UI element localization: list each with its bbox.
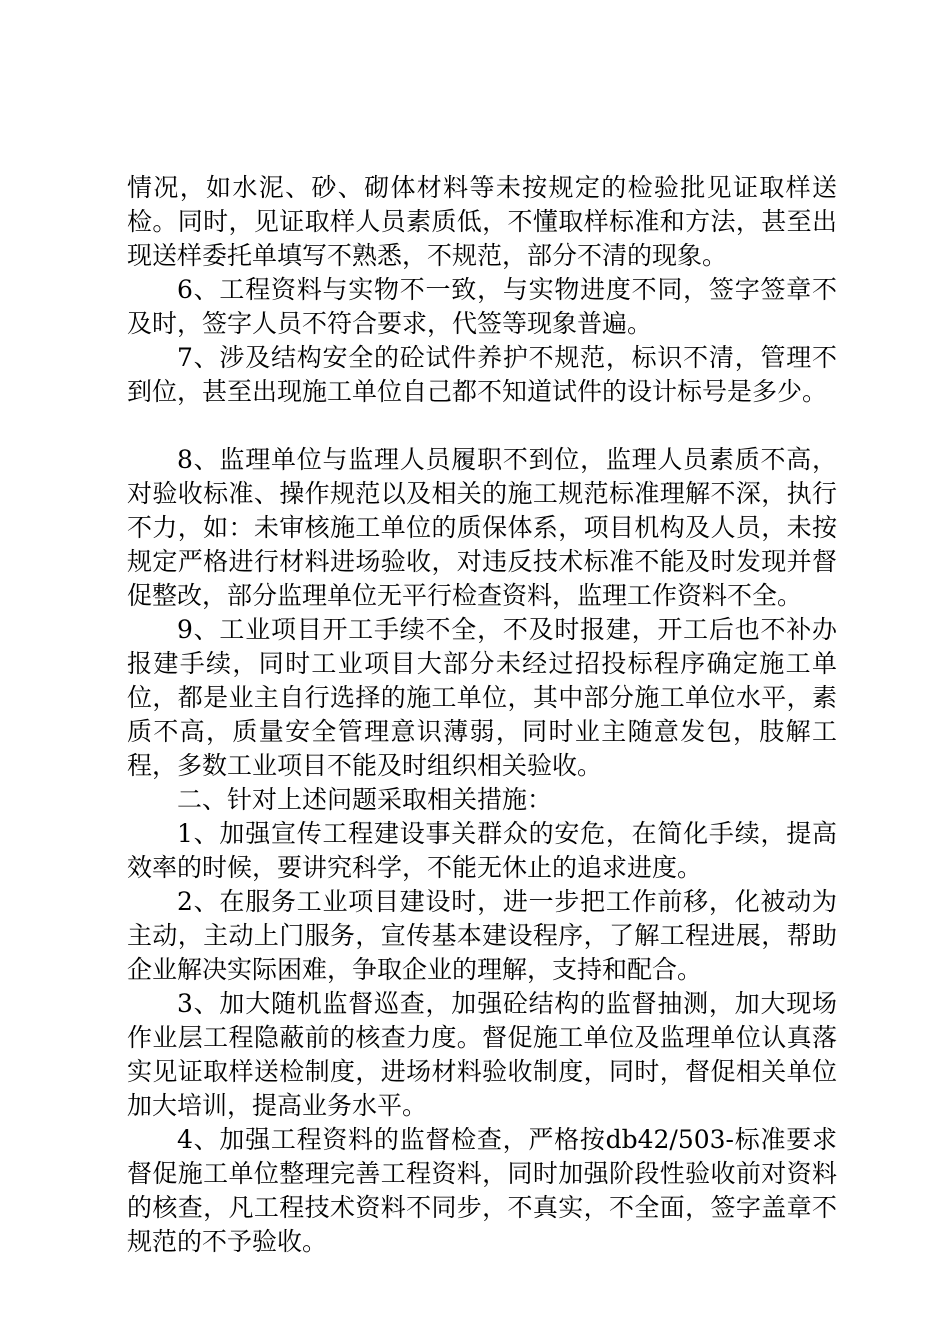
paragraph-4: 8、监理单位与监理人员履职不到位，监理人员素质不高，对验收标准、操作规范以及相关的施工规范标准理解不深，执行不力，如：未审核施工单位的质保体系，项目机构及人员，未按规定严格进行材料进场验收，对违反技术标准不能及时发现并督促整改，部分监理单位无平行检查资料，监理工作资料不全。: [127, 445, 837, 610]
paragraph-8: 2、在服务工业项目建设时，进一步把工作前移，化被动为主动，主动上门服务，宣传基本建设程序，了解工程进展，帮助企业解决实际困难，争取企业的理解，支持和配合。: [127, 887, 837, 984]
paragraph-5: 9、工业项目开工手续不全，不及时报建，开工后也不补办报建手续，同时工业项目大部分未经过招投标程序确定施工单位，都是业主自行选择的施工单位，其中部分施工单位水平，素质不高，质量安全管理意识薄弱，同时业主随意发包，肢解工程，多数工业项目不能及时组织相关验收。: [127, 615, 837, 780]
paragraph-2: 6、工程资料与实物不一致，与实物进度不同，签字签章不及时，签字人员不符合要求，代签等现象普遍。: [127, 275, 837, 338]
paragraph-9: 3、加大随机监督巡查，加强砼结构的监督抽测，加大现场作业层工程隐蔽前的核查力度。督促施工单位及监理单位认真落实见证取样送检制度，进场材料验收制度，同时，督促相关单位加大培训，提高业务水平。: [127, 989, 837, 1120]
document-body: [127, 171, 837, 1259]
paragraph-3: 7、涉及结构安全的砼试件养护不规范，标识不清，管理不到位，甚至出现施工单位自己都不知道试件的设计标号是多少。: [127, 343, 837, 406]
paragraph-10: 4、加强工程资料的监督检查，严格按db42/503-标准要求督促施工单位整理完善工程资料，同时加强阶段性验收前对资料的核查，凡工程技术资料不同步，不真实，不全面，签字盖章不规范的不予验收。: [127, 1125, 837, 1256]
paragraph-7: 1、加强宣传工程建设事关群众的安危，在简化手续，提高效率的时候，要讲究科学，不能无休止的追求进度。: [127, 819, 837, 882]
paragraph-1: 情况，如水泥、砂、砌体材料等未按规定的检验批见证取样送检。同时，见证取样人员素质低，不懂取样标准和方法，甚至出现送样委托单填写不熟悉，不规范，部分不清的现象。: [127, 173, 837, 270]
section-heading: 二、针对上述问题采取相关措施：: [177, 785, 553, 814]
